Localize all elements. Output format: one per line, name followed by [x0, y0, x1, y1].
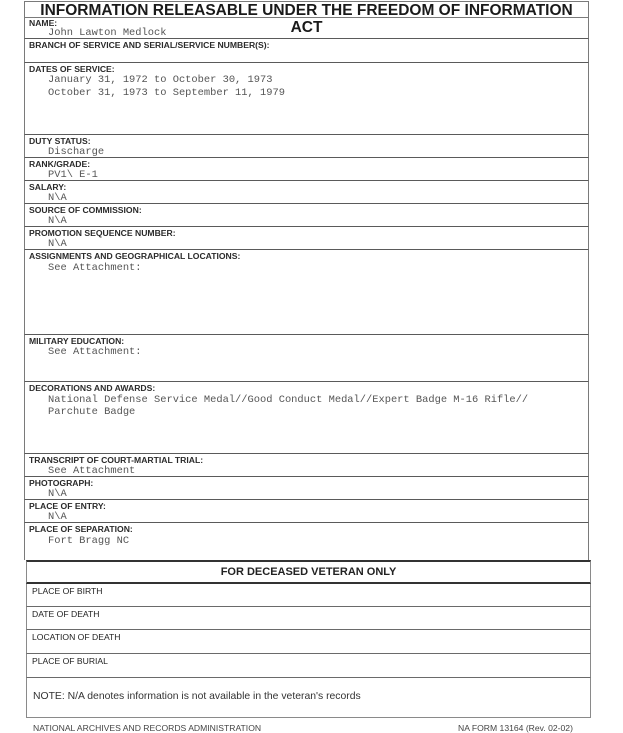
duty-label: DUTY STATUS: — [29, 136, 91, 146]
dates-value-1: January 31, 1972 to October 30, 1973 — [48, 74, 273, 86]
field-decorations — [24, 382, 589, 454]
promotion-label: PROMOTION SEQUENCE NUMBER: — [29, 228, 176, 238]
deceased-heading: FOR DECEASED VETERAN ONLY — [26, 560, 591, 584]
footer-agency: NATIONAL ARCHIVES AND RECORDS ADMINISTRATION — [33, 723, 262, 733]
field-place-of-burial — [26, 654, 591, 678]
field-branch — [24, 39, 589, 63]
branch-label: BRANCH OF SERVICE AND SERIAL/SERVICE NUMBER(S): — [29, 40, 270, 50]
commission-value: N\A — [48, 215, 67, 227]
note-text: NOTE: N/A denotes information is not available in the veteran's records — [33, 691, 361, 702]
place-of-birth-label: PLACE OF BIRTH — [32, 586, 103, 596]
field-education — [24, 335, 589, 382]
rank-value: PV1\ E-1 — [48, 169, 98, 181]
decorations-label: DECORATIONS AND AWARDS: — [29, 383, 156, 393]
dates-value-2: October 31, 1973 to September 11, 1979 — [48, 87, 285, 99]
location-of-death-label: LOCATION OF DEATH — [32, 632, 121, 642]
place-of-separation-label: PLACE OF SEPARATION: — [29, 524, 133, 534]
note-box — [26, 678, 591, 718]
photograph-label: PHOTOGRAPH: — [29, 478, 94, 488]
field-commission — [24, 204, 589, 227]
place-of-separation-value: Fort Bragg NC — [48, 535, 130, 547]
field-court-martial — [24, 454, 589, 477]
court-martial-label: TRANSCRIPT OF COURT-MARTIAL TRIAL: — [29, 455, 204, 465]
date-of-death-label: DATE OF DEATH — [32, 609, 100, 619]
field-photograph — [24, 477, 589, 500]
field-rank — [24, 158, 589, 181]
field-name — [24, 17, 589, 39]
commission-label: SOURCE OF COMMISSION: — [29, 205, 142, 215]
rank-label: RANK/GRADE: — [29, 159, 91, 169]
salary-label: SALARY: — [29, 182, 67, 192]
name-label: NAME: — [29, 18, 58, 28]
name-value: John Lawton Medlock — [48, 27, 167, 39]
decorations-value-2: Parchute Badge — [48, 406, 136, 418]
place-of-burial-label: PLACE OF BURIAL — [32, 656, 108, 666]
photograph-value: N\A — [48, 488, 67, 500]
assignments-value: See Attachment: — [48, 262, 142, 274]
footer-form-number: NA FORM 13164 (Rev. 02-02) — [458, 723, 573, 733]
duty-value: Discharge — [48, 146, 105, 158]
education-label: MILITARY EDUCATION: — [29, 336, 125, 346]
field-assignments — [24, 250, 589, 335]
field-place-of-separation — [24, 523, 589, 560]
field-duty — [24, 135, 589, 158]
field-dates — [24, 63, 589, 135]
decorations-value-1: National Defense Service Medal//Good Conduct Medal//Expert Badge M-16 Rifle// — [48, 394, 529, 406]
assignments-label: ASSIGNMENTS AND GEOGRAPHICAL LOCATIONS: — [29, 251, 241, 261]
field-salary — [24, 181, 589, 204]
field-place-of-birth — [26, 584, 591, 607]
field-location-of-death — [26, 630, 591, 654]
court-martial-value: See Attachment — [48, 465, 136, 477]
field-promotion — [24, 227, 589, 250]
place-of-entry-label: PLACE OF ENTRY: — [29, 501, 106, 511]
education-value: See Attachment: — [48, 346, 142, 358]
dates-label: DATES OF SERVICE: — [29, 64, 115, 74]
promotion-value: N\A — [48, 238, 67, 250]
place-of-entry-value: N\A — [48, 511, 67, 523]
salary-value: N\A — [48, 192, 67, 204]
field-date-of-death — [26, 607, 591, 630]
form-title: INFORMATION RELEASABLE UNDER THE FREEDOM OF INFORMATION ACT — [24, 1, 589, 18]
field-place-of-entry — [24, 500, 589, 523]
